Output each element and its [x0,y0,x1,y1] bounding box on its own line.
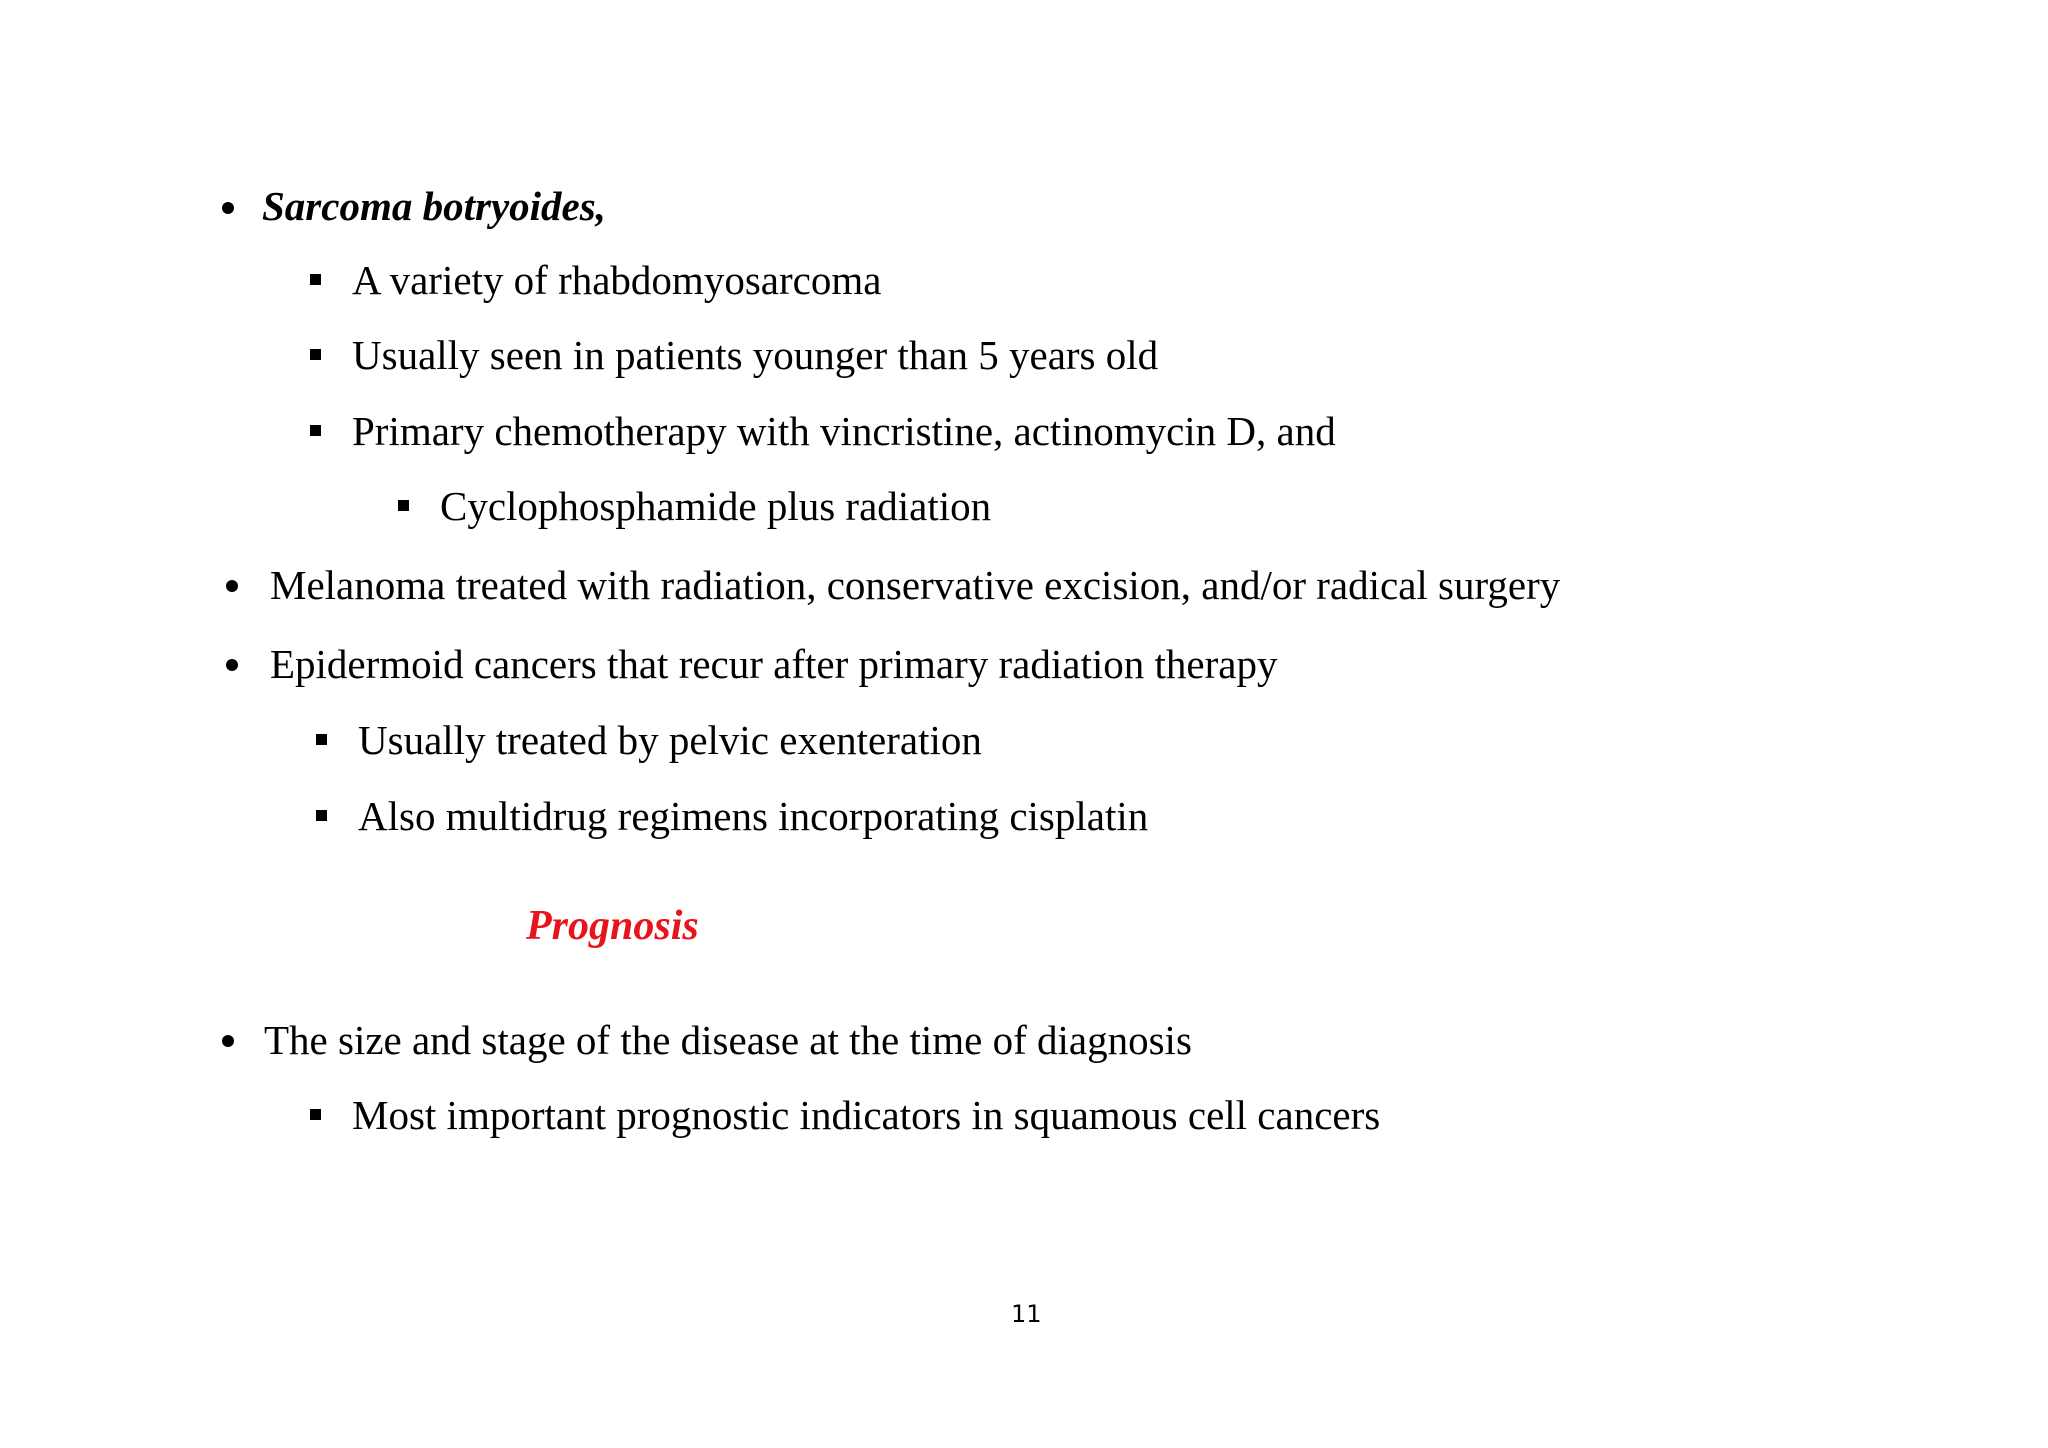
square-bullet-icon [310,274,321,285]
bullet-icon [222,1035,234,1047]
page-number: 11 [1011,1300,1042,1328]
square-bullet-icon [398,500,409,511]
epidermoid-subpoint-1: Usually treated by pelvic exenteration [358,717,982,763]
square-bullet-icon [310,425,321,436]
sarcoma-point-2: Usually seen in patients younger than 5 years old [352,332,1159,378]
prognosis-point: The size and stage of the disease at the time of diagnosis [264,1017,1192,1063]
prognosis-subpoint: Most important prognostic indicators in squamous cell cancers [352,1092,1381,1138]
epidermoid-subpoint-2: Also multidrug regimens incorporating cisplatin [358,793,1149,839]
melanoma-point: Melanoma treated with radiation, conservative excision, and/or radical surgery [270,562,1561,608]
sarcoma-subpoint: Cyclophosphamide plus radiation [440,483,992,529]
sarcoma-point-3: Primary chemotherapy with vincristine, actinomycin D, and [352,408,1336,454]
square-bullet-icon [310,1109,321,1120]
square-bullet-icon [316,810,327,821]
prognosis-heading: Prognosis [526,903,699,949]
sarcoma-point-1: A variety of rhabdomyosarcoma [352,257,882,303]
square-bullet-icon [316,734,327,745]
bullet-icon [226,659,238,671]
square-bullet-icon [310,349,321,360]
bullet-icon [222,202,234,214]
sarcoma-heading: Sarcoma botryoides, [262,183,606,229]
epidermoid-point: Epidermoid cancers that recur after primary radiation therapy [270,641,1278,687]
bullet-icon [226,580,238,592]
